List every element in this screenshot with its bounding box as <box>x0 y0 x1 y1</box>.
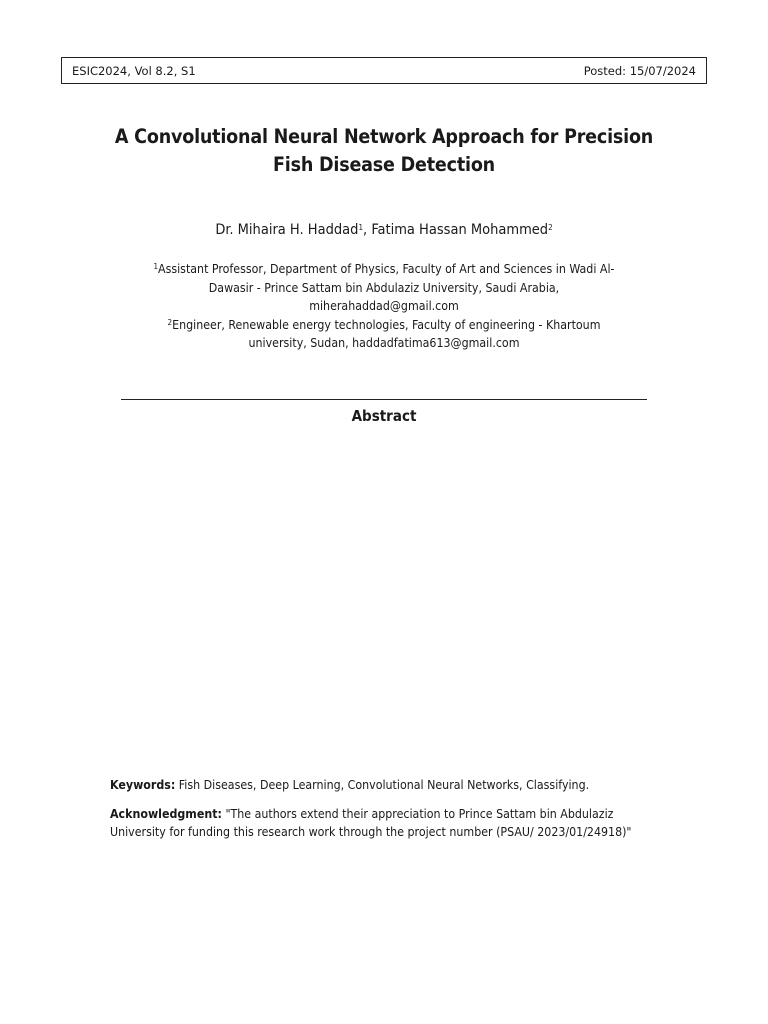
affiliation-line: Assistant Professor, Department of Physics, Faculty of Art and Sciences in Wadi Al- <box>158 262 615 276</box>
paper-title <box>60 123 708 179</box>
journal-header <box>61 57 707 84</box>
author-name: Fatima Hassan Mohammed <box>371 222 549 238</box>
title-line-1: A Convolutional Neural Network Approach for Precision <box>114 125 654 148</box>
section-divider <box>121 399 647 400</box>
abstract-heading: Abstract <box>351 407 417 425</box>
author-list <box>60 219 708 241</box>
acknowledgment-label: Acknowledgment: <box>110 807 222 821</box>
affiliation-2 <box>150 316 618 353</box>
author-separator: , <box>363 222 372 238</box>
posted-date: Posted: 15/07/2024 <box>583 63 696 78</box>
affiliation-mark: 1 <box>153 262 159 271</box>
affiliation-line: university, Sudan, haddadfatima613@gmail.com <box>248 336 520 350</box>
journal-info: ESIC2024, Vol 8.2, S1 <box>72 63 196 78</box>
acknowledgment-text: "The authors extend their appreciation to Prince Sattam bin Abdulaziz University for funding this research work through the project number (PSAU/ 2023/01/24918)" <box>110 807 632 839</box>
keywords-text: Fish Diseases, Deep Learning, Convolutional Neural Networks, Classifying. <box>175 778 590 792</box>
acknowledgment <box>110 805 670 841</box>
keywords <box>110 776 670 794</box>
affiliations <box>150 260 618 353</box>
keywords-label: Keywords: <box>110 778 176 792</box>
affiliation-mark: 2 <box>167 317 173 327</box>
affiliation-line: Engineer, Renewable energy technologies, Faculty of engineering - Khartoum <box>172 317 601 332</box>
affiliation-1 <box>150 260 618 316</box>
author-affiliation-mark: 2 <box>548 223 553 232</box>
author-affiliation-mark: 1 <box>358 223 364 232</box>
author-name: Dr. Mihaira H. Haddad <box>215 222 359 238</box>
affiliation-email: miherahaddad@gmail.com <box>309 299 459 313</box>
affiliation-line: Dawasir - Prince Sattam bin Abdulaziz University, Saudi Arabia, <box>208 280 560 295</box>
title-line-2: Fish Disease Detection <box>273 153 495 176</box>
